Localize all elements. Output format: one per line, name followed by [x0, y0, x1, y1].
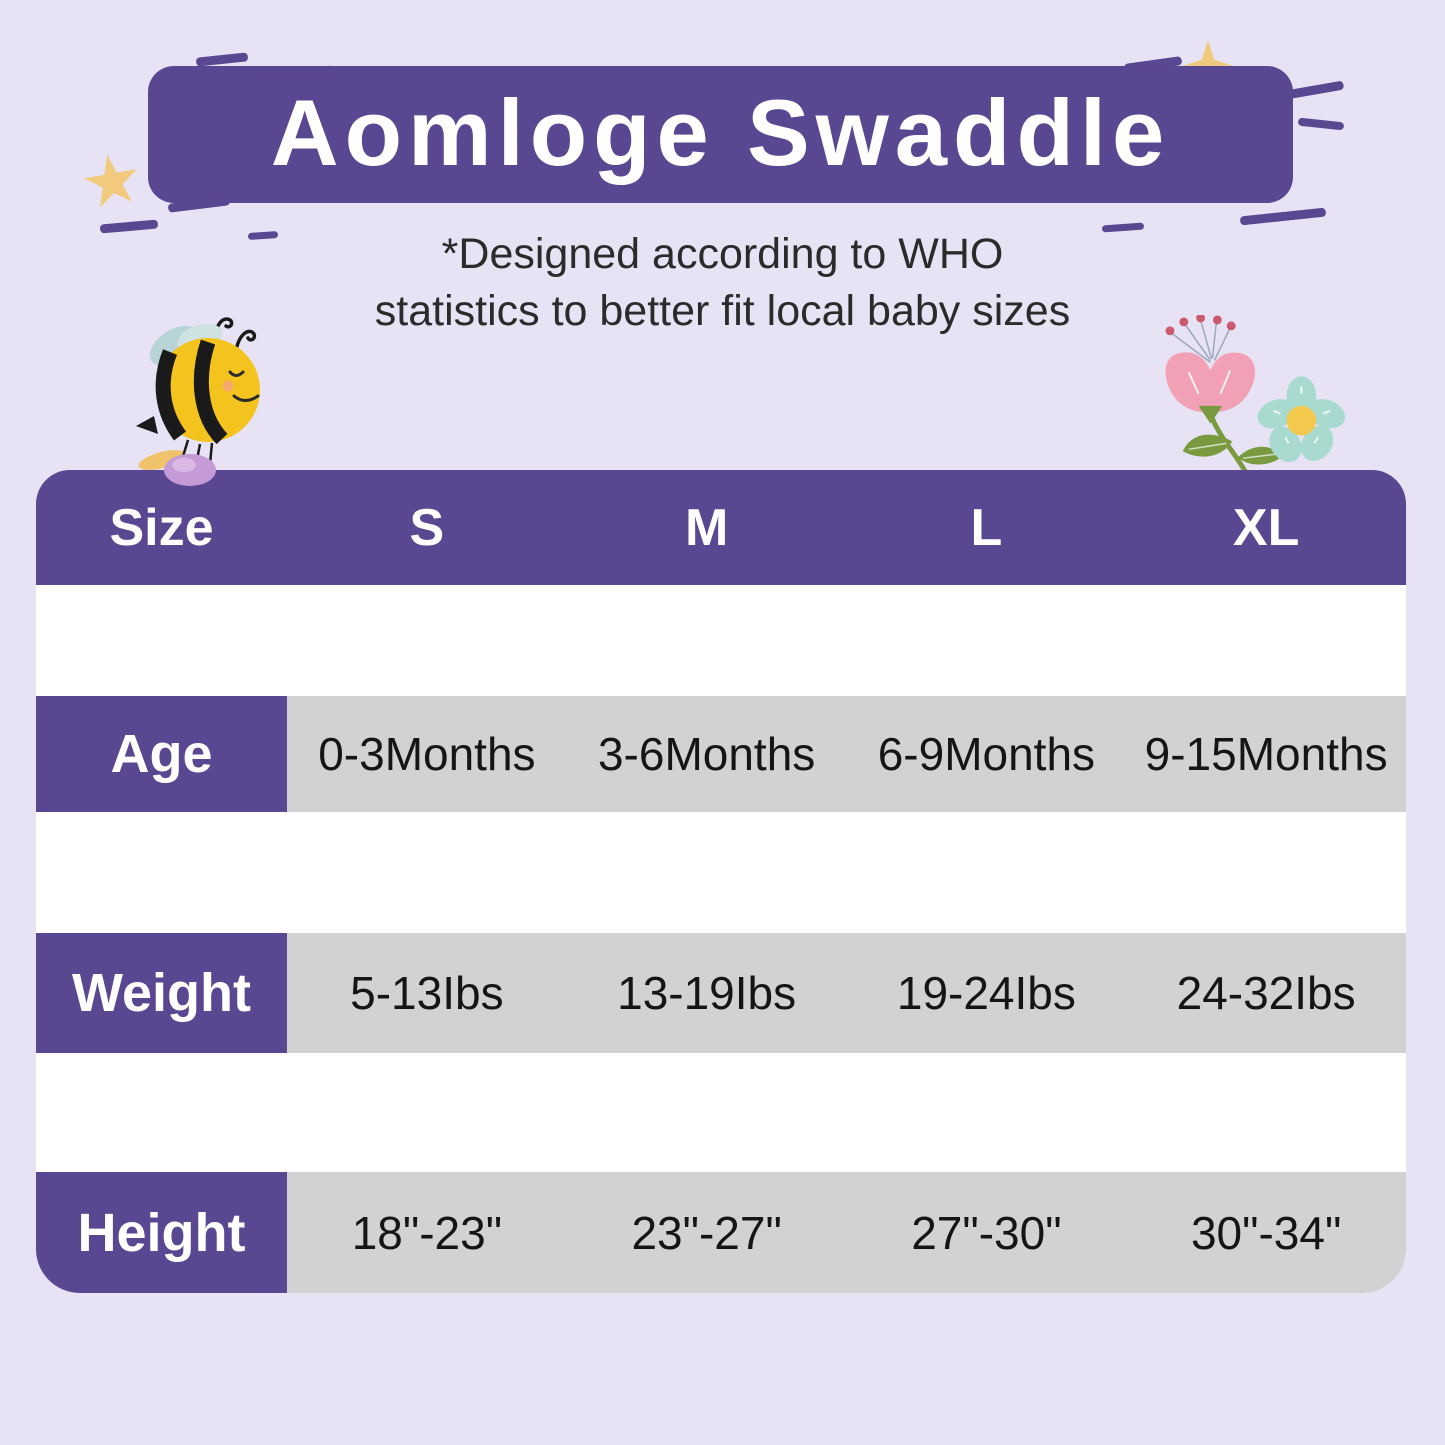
page-title: Aomloge Swaddle [270, 79, 1171, 185]
header-l: L [970, 498, 1003, 557]
weight-l: 19-24Ibs [847, 933, 1127, 1053]
subtitle-line-1: *Designed according to WHO [441, 230, 1004, 278]
brush-stroke [1240, 208, 1326, 226]
table-header-row [36, 470, 1406, 585]
age-s: 0-3Months [287, 696, 567, 812]
weight-xl: 24-32Ibs [1126, 933, 1406, 1053]
weight-m: 13-19Ibs [567, 933, 847, 1053]
size-table [36, 470, 1406, 1293]
table-row-height [36, 1172, 1406, 1293]
subtitle-line-2: statistics to better fit local baby sizes [374, 287, 1071, 335]
header-size: Size [109, 498, 214, 557]
age-xl: 9-15Months [1126, 696, 1406, 812]
age-l: 6-9Months [847, 696, 1127, 812]
table-row-age [36, 696, 1406, 812]
row-label-height: Height [36, 1172, 287, 1293]
star-icon [80, 150, 145, 215]
brush-stroke [1298, 118, 1345, 131]
header-s: S [409, 498, 445, 557]
header-xl: XL [1232, 498, 1300, 557]
bee-icon [118, 312, 278, 487]
title-banner [148, 66, 1293, 203]
table-row-weight [36, 933, 1406, 1053]
header-m: M [684, 498, 729, 557]
height-l: 27"-30" [847, 1172, 1127, 1293]
brush-stroke [196, 52, 249, 66]
flowers-icon [1140, 315, 1355, 473]
row-label-age: Age [36, 696, 287, 812]
height-m: 23"-27" [567, 1172, 847, 1293]
weight-s: 5-13Ibs [287, 933, 567, 1053]
row-spacer [36, 1053, 1406, 1172]
height-s: 18"-23" [287, 1172, 567, 1293]
row-spacer [36, 585, 1406, 696]
row-label-weight: Weight [36, 933, 287, 1053]
age-m: 3-6Months [567, 696, 847, 812]
height-xl: 30"-34" [1126, 1172, 1406, 1293]
row-spacer [36, 812, 1406, 933]
